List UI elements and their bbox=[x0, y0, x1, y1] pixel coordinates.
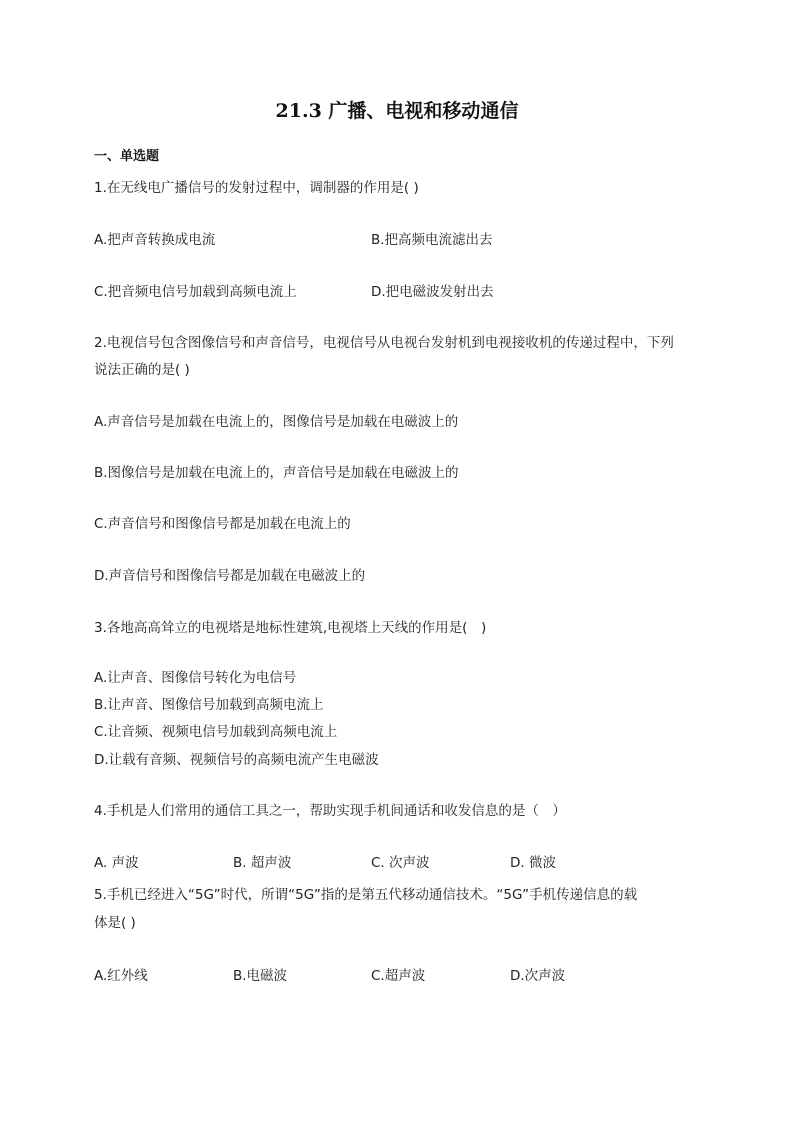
question-4-option-b: B. 超声波 bbox=[233, 855, 292, 871]
page-title: 21.3 广播、电视和移动通信 bbox=[275, 100, 519, 122]
question-5-option-c: C.超声波 bbox=[371, 968, 426, 984]
question-2-option-a: A.声音信号是加载在电流上的，图像信号是加载在电磁波上的 bbox=[94, 414, 459, 430]
section-heading: 一、单选题 bbox=[94, 149, 160, 164]
question-3-option-b: B.让声音、图像信号加载到高频电流上 bbox=[94, 697, 324, 713]
question-2-stem-line-1: 2.电视信号包含图像信号和声音信号，电视信号从电视台发射机到电视接收机的传递过程中，下列 bbox=[94, 335, 674, 351]
question-2-option-d: D.声音信号和图像信号都是加载在电磁波上的 bbox=[94, 568, 366, 584]
question-4-option-a: A. 声波 bbox=[94, 855, 139, 871]
question-1-option-c: C.把音频电信号加载到高频电流上 bbox=[94, 284, 297, 300]
question-5-option-d: D.次声波 bbox=[510, 968, 566, 984]
question-2-stem-line-2: 说法正确的是( ) bbox=[94, 362, 190, 378]
question-3-option-d: D.让载有音频、视频信号的高频电流产生电磁波 bbox=[94, 752, 379, 768]
question-1-option-b: B.把高频电流滤出去 bbox=[371, 232, 493, 248]
question-2-option-b: B.图像信号是加载在电流上的，声音信号是加载在电磁波上的 bbox=[94, 465, 459, 481]
question-3-option-a: A.让声音、图像信号转化为电信号 bbox=[94, 670, 297, 686]
question-4-stem: 4.手机是人们常用的通信工具之一，帮助实现手机间通话和收发信息的是（ ） bbox=[94, 803, 566, 819]
question-5-option-b: B.电磁波 bbox=[233, 968, 288, 984]
question-2-option-c: C.声音信号和图像信号都是加载在电流上的 bbox=[94, 516, 351, 532]
question-5-option-a: A.红外线 bbox=[94, 968, 148, 984]
question-1-stem: 1.在无线电广播信号的发射过程中，调制器的作用是( ) bbox=[94, 180, 419, 196]
question-3-option-c: C.让音频、视频电信号加载到高频电流上 bbox=[94, 724, 338, 740]
question-4-option-c: C. 次声波 bbox=[371, 855, 430, 871]
question-4-option-d: D. 微波 bbox=[510, 855, 556, 871]
question-3-stem: 3.各地高高耸立的电视塔是地标性建筑,电视塔上天线的作用是( ) bbox=[94, 620, 487, 636]
question-1-option-a: A.把声音转换成电流 bbox=[94, 232, 216, 248]
question-5-stem-line-2: 体是( ) bbox=[94, 915, 136, 931]
question-5-stem-line-1: 5.手机已经进入“5G”时代，所谓“5G”指的是第五代移动通信技术。“5G”手机传递信息的载 bbox=[94, 887, 638, 903]
question-1-option-d: D.把电磁波发射出去 bbox=[371, 284, 494, 300]
